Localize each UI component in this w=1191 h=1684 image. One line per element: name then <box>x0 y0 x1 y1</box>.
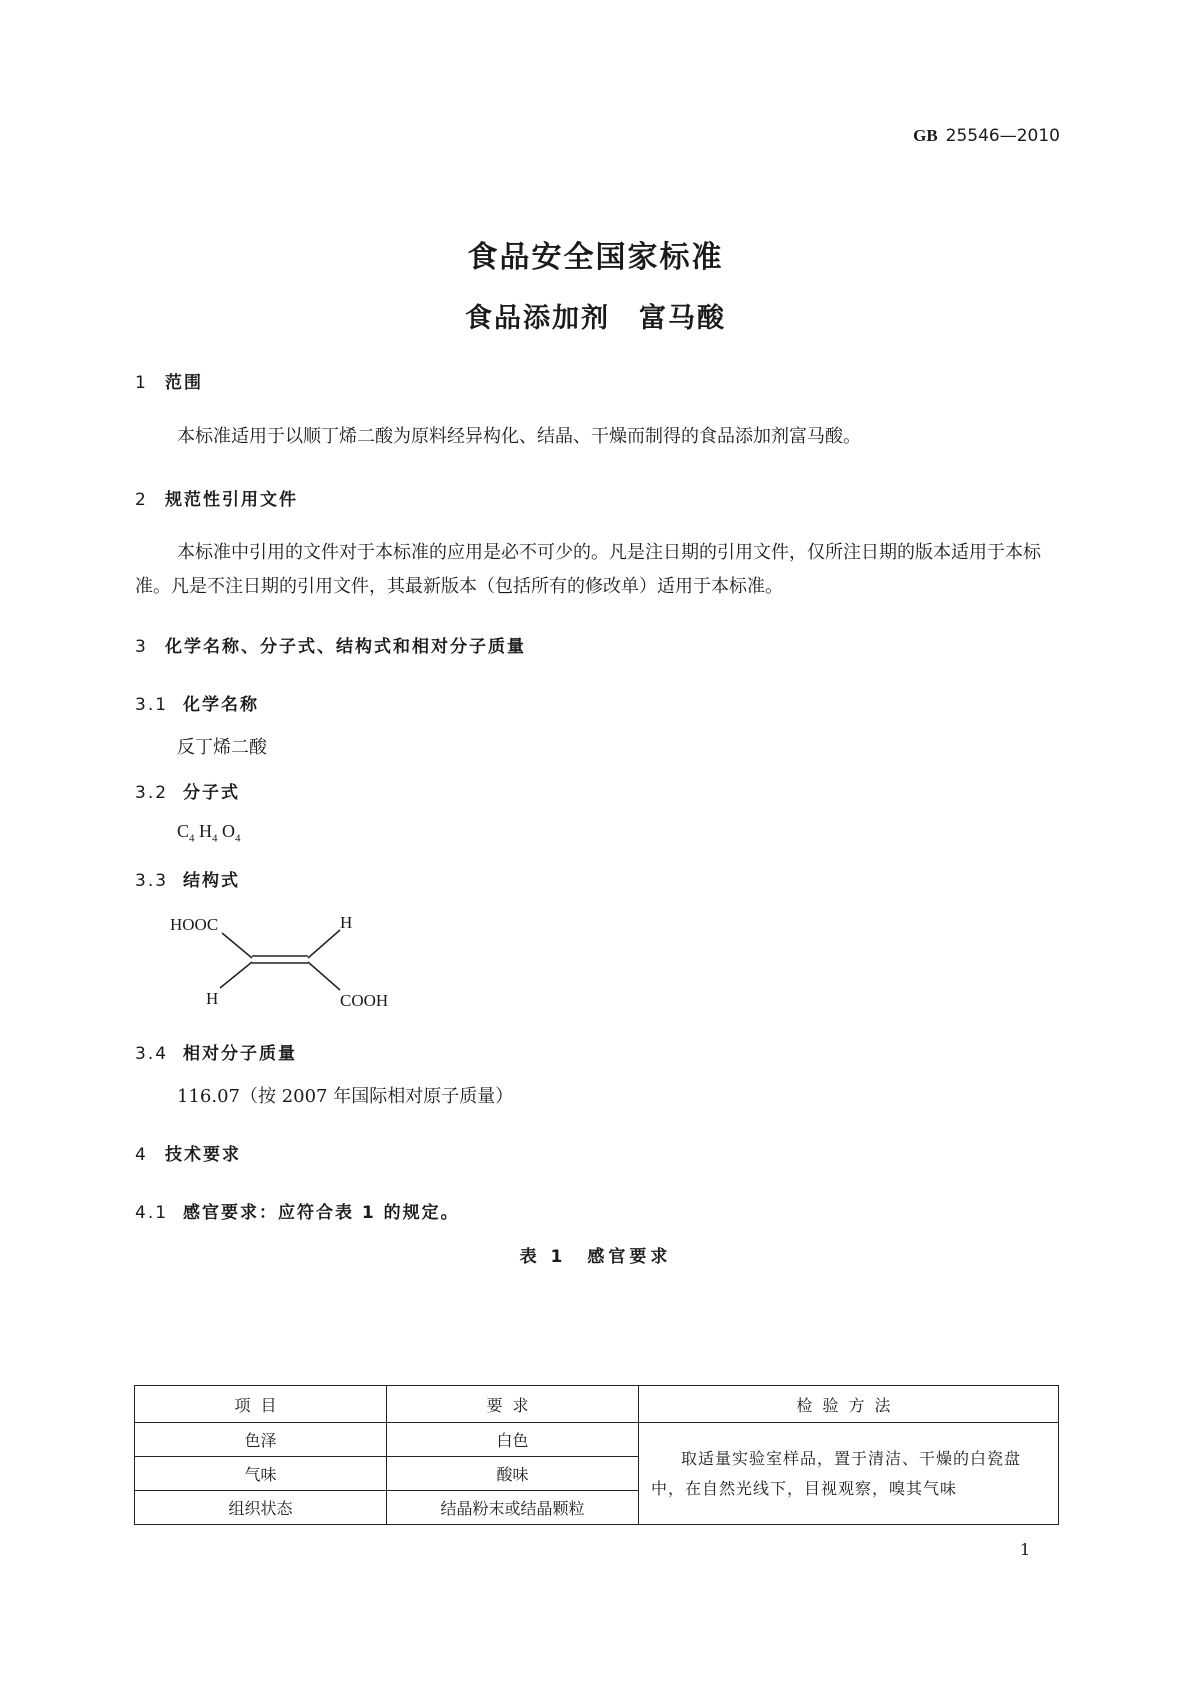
document-title: 食品安全国家标准 <box>467 240 724 275</box>
molecular-formula <box>177 821 241 845</box>
header-item: 项目 <box>135 1386 387 1423</box>
section-title: 化学名称 <box>183 695 259 715</box>
group-hooc: HOOC <box>170 915 219 934</box>
formula-hydrogen: H <box>199 821 213 841</box>
bond-top-right <box>308 930 340 958</box>
sensory-requirements-table <box>134 1385 1059 1525</box>
formula-carbon-count: 4 <box>189 832 195 845</box>
section-title: 化学名称、分子式、结构式和相对分子质量 <box>165 637 526 657</box>
cell-requirement: 白色 <box>387 1423 639 1457</box>
group-cooh: COOH <box>340 991 389 1010</box>
section-number: 4.1 <box>135 1203 169 1223</box>
section-number: 1 <box>135 373 148 393</box>
section-title: 分子式 <box>183 783 240 803</box>
section-number: 4 <box>135 1145 148 1165</box>
bond-bottom-left <box>220 962 252 988</box>
atom-h-top: H <box>340 913 353 932</box>
section-4-heading <box>135 1140 241 1165</box>
section-number: 3.4 <box>135 1044 169 1064</box>
header-test-method: 检验方法 <box>639 1386 1059 1423</box>
formula-oxygen: O <box>222 821 236 841</box>
section-3-heading <box>135 632 526 657</box>
section-title: 相对分子质量 <box>183 1044 297 1064</box>
section-3-2-heading <box>135 778 240 803</box>
cell-test-method: 取适量实验室样品，置于清洁、干燥的白瓷盘中，在自然光线下，目视观察，嗅其气味 <box>639 1423 1059 1525</box>
cell-item: 色泽 <box>135 1423 387 1457</box>
formula-carbon: C <box>177 821 190 841</box>
header-requirement: 要求 <box>387 1386 639 1423</box>
cell-requirement: 结晶粉末或结晶颗粒 <box>387 1491 639 1525</box>
table-header-row <box>135 1386 1059 1423</box>
molecular-mass: 116.07（按 2007 年国际相对原子质量） <box>177 1086 514 1107</box>
atom-h-bottom: H <box>206 989 219 1008</box>
table-row <box>135 1423 1059 1457</box>
section-number: 2 <box>135 490 148 510</box>
section-3-1-heading <box>135 690 259 715</box>
section-4-1-heading <box>135 1198 460 1223</box>
cell-item: 气味 <box>135 1457 387 1491</box>
section-title: 范围 <box>165 373 203 393</box>
section-title: 结构式 <box>183 871 240 891</box>
page-number: 1 <box>1020 1540 1031 1559</box>
section-number: 3.2 <box>135 783 169 803</box>
table-caption: 表 1 感官要求 <box>519 1247 672 1267</box>
standard-number: 25546—2010 <box>945 126 1060 146</box>
section-number: 3.3 <box>135 871 169 891</box>
bond-top-left <box>222 933 252 958</box>
bond-bottom-right <box>308 962 340 990</box>
section-3-3-heading <box>135 866 240 891</box>
cell-item: 组织状态 <box>135 1491 387 1525</box>
section-title: 感官要求：应符合表 1 的规定。 <box>183 1203 460 1223</box>
section-2-text: 本标准中引用的文件对于本标准的应用是必不可少的。凡是注日期的引用文件，仅所注日期的版本适用于本标准。凡是不注日期的引用文件，其最新版本（包括所有的修改单）适用于本标准。 <box>135 542 1041 597</box>
section-3-4-heading <box>135 1039 297 1064</box>
section-title: 规范性引用文件 <box>165 490 298 510</box>
standard-code <box>890 126 1060 146</box>
section-title: 技术要求 <box>165 1145 241 1165</box>
cell-requirement: 酸味 <box>387 1457 639 1491</box>
chemical-name: 反丁烯二酸 <box>177 737 267 758</box>
formula-hydrogen-count: 4 <box>212 832 218 845</box>
section-2-heading <box>135 485 298 510</box>
document-subtitle: 食品添加剂 富马酸 <box>465 303 726 334</box>
formula-oxygen-count: 4 <box>235 832 241 845</box>
section-1-text: 本标准适用于以顺丁烯二酸为原料经异构化、结晶、干燥而制得的食品添加剂富马酸。 <box>177 426 861 447</box>
section-number: 3 <box>135 637 148 657</box>
structural-formula <box>160 900 440 1020</box>
standard-prefix: GB <box>913 126 938 145</box>
section-1-heading <box>135 368 203 393</box>
section-number: 3.1 <box>135 695 169 715</box>
